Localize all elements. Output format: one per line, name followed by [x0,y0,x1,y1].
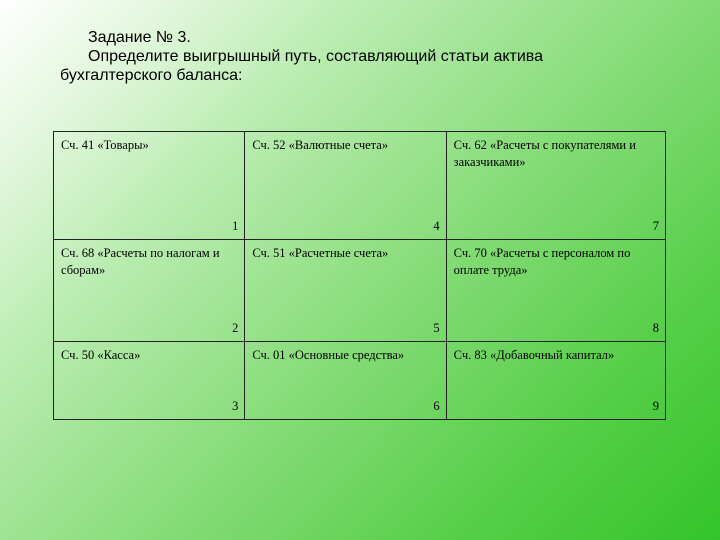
table-cell[interactable] [54,240,245,342]
cell-label: Сч. 52 «Валютные счета» [252,138,389,152]
cell-number: 8 [652,321,659,335]
cell-number: 6 [433,399,440,413]
cell-number: 4 [433,219,440,233]
table-row [54,132,666,240]
cell-number: 3 [232,399,239,413]
table-row [54,342,666,420]
cell-label: Сч. 41 «Товары» [61,138,149,152]
cell-number: 2 [232,321,239,335]
table-cell[interactable] [245,132,446,240]
task-text-line-2: бухгалтерского баланса: [60,67,243,84]
cell-number: 1 [232,219,239,233]
table-cell[interactable] [245,240,446,342]
accounts-table [53,131,666,420]
cell-number: 5 [433,321,440,335]
table-cell[interactable] [446,132,665,240]
table-row [54,240,666,342]
task-title: Задание № 3. [88,29,191,46]
task-heading [60,28,660,85]
cell-number: 9 [652,399,659,413]
cell-label: Сч. 70 «Расчеты с персоналом по оплате труда» [453,246,631,277]
cell-label: Сч. 50 «Касса» [61,348,141,362]
cell-label: Сч. 83 «Добавочный капитал» [453,348,615,362]
cell-label: Сч. 68 «Расчеты по налогам и сборам» [61,246,220,277]
cell-number: 7 [652,219,659,233]
cell-label: Сч. 01 «Основные средства» [252,348,405,362]
table-cell[interactable] [54,342,245,420]
table-cell[interactable] [245,342,446,420]
table-cell[interactable] [446,240,665,342]
task-text-line-1: Определите выигрышный путь, составляющий статьи актива [88,48,544,65]
table-cell[interactable] [54,132,245,240]
cell-label: Сч. 62 «Расчеты с покупателями и заказчиками» [453,138,636,169]
cell-label: Сч. 51 «Расчетные счета» [252,246,389,260]
table-cell[interactable] [446,342,665,420]
